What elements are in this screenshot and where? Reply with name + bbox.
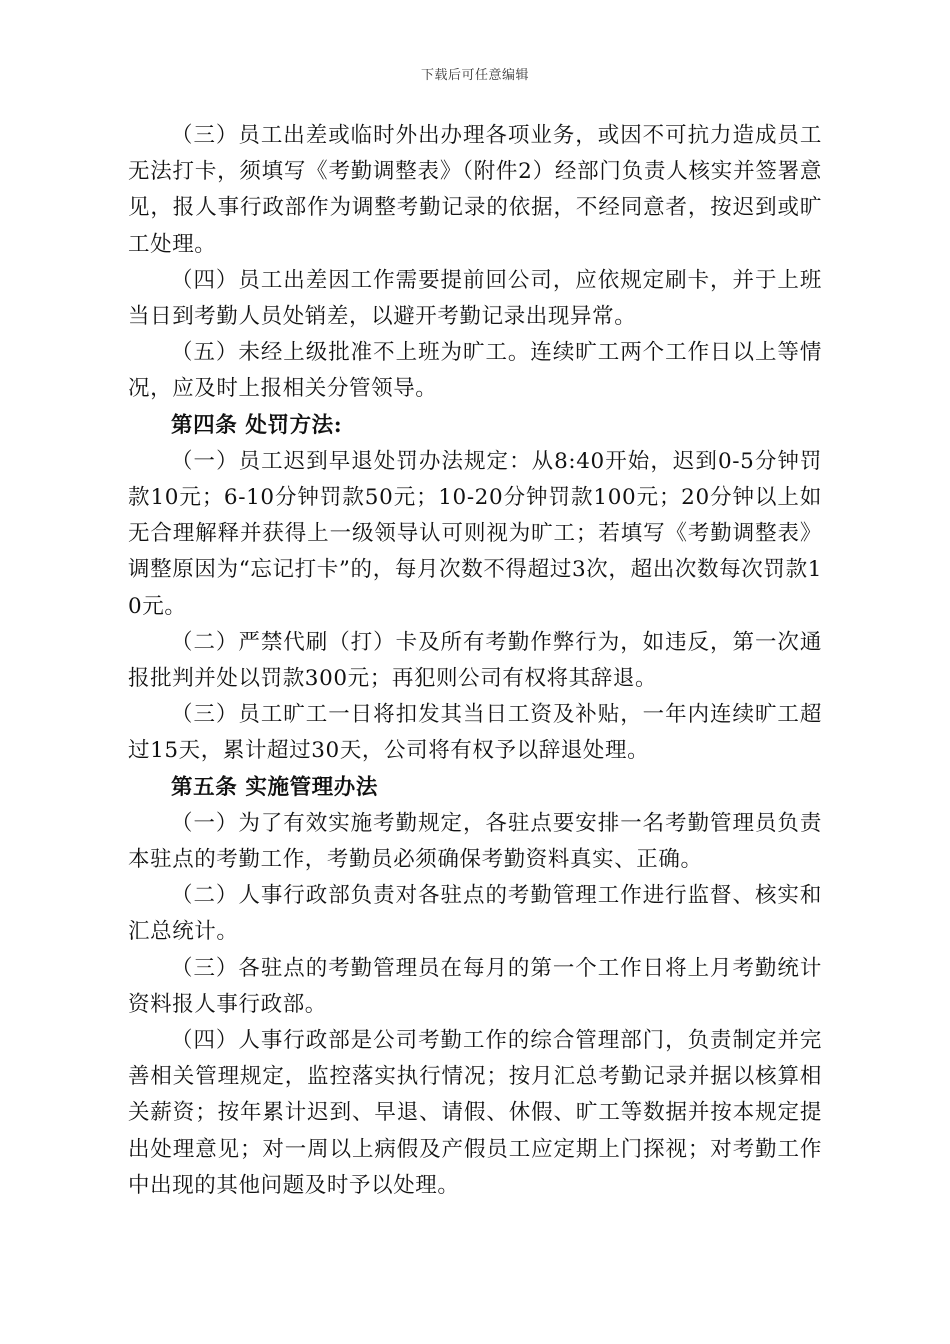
header-note: 下载后可任意编辑: [420, 68, 529, 83]
document-body: [128, 118, 822, 1204]
paragraph-3-4: （四）员工出差因工作需要提前回公司，应依规定刷卡，并于上班当日到考勤人员处销差，以避开考勤记录出现异常。: [128, 267, 822, 330]
paragraph-4-2: （二）严禁代刷（打）卡及所有考勤作弊行为，如违反，第一次通报批判并处以罚款300元；再犯则公司有权将其辞退。: [128, 629, 822, 692]
paragraph-5-1: （一）为了有效实施考勤规定，各驻点要安排一名考勤管理员负责本驻点的考勤工作，考勤员必须确保考勤资料真实、正确。: [128, 810, 822, 873]
article-5-heading: 第五条 实施管理办法: [171, 774, 378, 800]
article-4-heading: 第四条 处罚方法:: [171, 412, 343, 438]
paragraph-3-3: （三）员工出差或临时外出办理各项业务，或因不可抗力造成员工无法打卡，须填写《考勤调整表》（附件2）经部门负责人核实并签署意见，报人事行政部作为调整考勤记录的依据，不经同意者，按迟到或旷工处理。: [128, 123, 822, 257]
paragraph-4-3: （三）员工旷工一日将扣发其当日工资及补贴，一年内连续旷工超过15天，累计超过30天，公司将有权予以辞退处理。: [128, 702, 822, 764]
paragraph-5-4: （四）人事行政部是公司考勤工作的综合管理部门，负责制定并完善相关管理规定，监控落实执行情况；按月汇总考勤记录并据以核算相关薪资；按年累计迟到、早退、请假、休假、旷工等数据并按本规定提出处理意见；对一周以上病假及产假员工应定期上门探视；对考勤工作中出现的其他问题及时予以处理。: [128, 1028, 822, 1198]
paragraph-5-2: （二）人事行政部负责对各驻点的考勤管理工作进行监督、核实和汇总统计。: [128, 883, 822, 945]
paragraph-3-5: （五）未经上级批准不上班为旷工。连续旷工两个工作日以上等情况，应及时上报相关分管领导。: [128, 340, 822, 402]
paragraph-4-1: （一）员工迟到早退处罚办法规定：从8:40开始，迟到0-5分钟罚款10元；6-10分钟罚款50元；10-20分钟罚款100元；20分钟以上如无合理解释并获得上一级领导认可则视为旷工；若填写《考勤调整表》调整原因为“忘记打卡”的，每月次数不得超过3次，超出次数每次罚款10元。: [128, 448, 822, 619]
paragraph-5-3: （三）各驻点的考勤管理员在每月的第一个工作日将上月考勤统计资料报人事行政部。: [128, 955, 822, 1017]
